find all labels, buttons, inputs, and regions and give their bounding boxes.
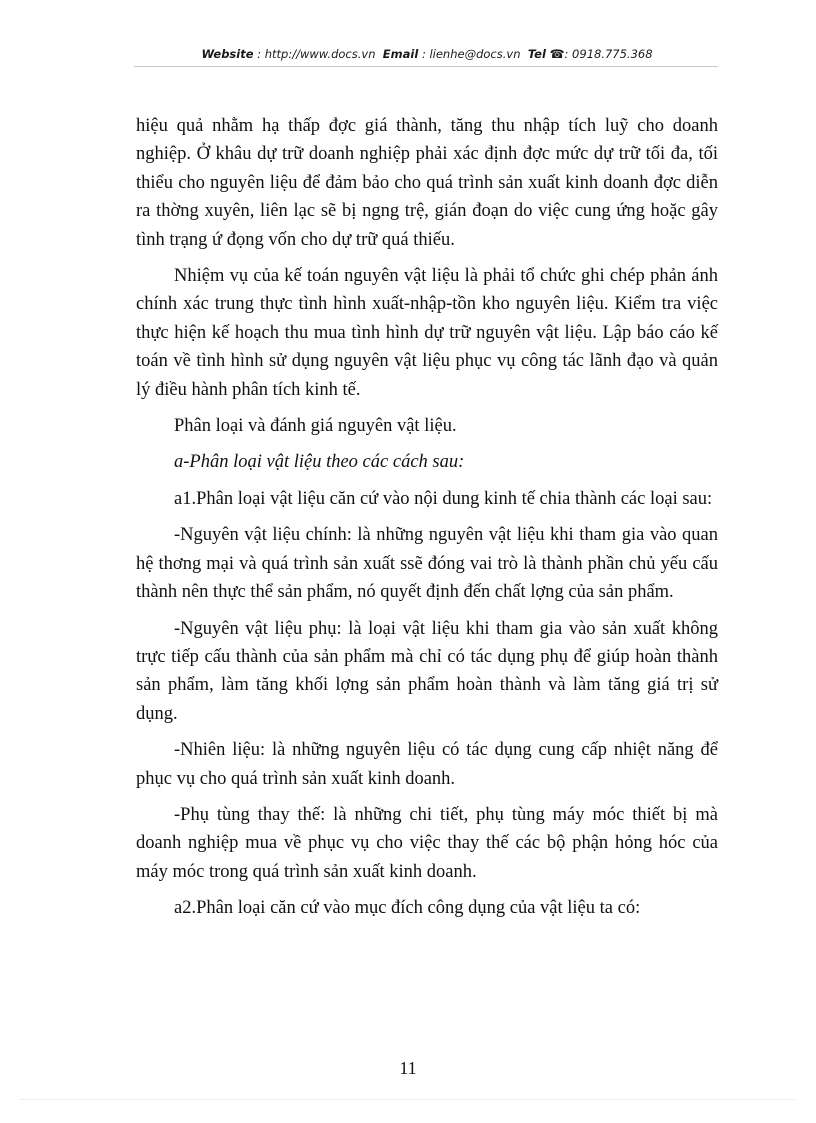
page-number: 11 <box>399 1058 417 1078</box>
page-bottom-border <box>20 1099 796 1100</box>
header-divider <box>134 66 718 67</box>
website-value: : http://www.docs.vn <box>257 47 376 61</box>
paragraph: -Nguyên vật liệu phụ: là loại vật liệu khi tham gia vào sản xuất không trực tiếp cấu thành của sản phẩm mà chỉ có tác dụng phụ để giúp hoàn thành sản phẩm, làm tăng khối lợng sản phẩm hoàn thành và làm tăng giá trị sử dụng. <box>136 618 718 724</box>
tel-value: : 0918.775.368 <box>564 47 653 61</box>
subsection-heading: a-Phân loại vật liệu theo các cách sau: <box>174 452 465 473</box>
website-label: Website <box>201 47 254 61</box>
paragraph: a1.Phân loại vật liệu căn cứ vào nội dung kinh tế chia thành các loại sau: <box>174 488 713 509</box>
tel-label: Tel <box>527 47 546 61</box>
page-header <box>137 47 717 61</box>
paragraph: -Phụ tùng thay thế: là những chi tiết, phụ tùng máy móc thiết bị mà doanh nghiệp mua về phục vụ cho việc thay thế các bộ phận hỏng hóc của máy móc trong quá trình sản xuất kinh doanh. <box>136 804 718 882</box>
phone-icon: ☎ <box>549 47 565 61</box>
email-value: : lienhe@docs.vn <box>421 47 521 61</box>
paragraph: a2.Phân loại căn cứ vào mục đích công dụng của vật liệu ta có: <box>174 898 641 919</box>
paragraph: -Nhiên liệu: là những nguyên liệu có tác dụng cung cấp nhiệt năng để phục vụ cho quá trình sản xuất kinh doanh. <box>136 740 718 789</box>
paragraph: hiệu quả nhằm hạ thấp đợc giá thành, tăng thu nhập tích luỹ cho doanh nghiệp. Ở khâu dự trữ doanh nghiệp phải xác định đợc mức dự trữ tối đa, tối thiểu cho nguyên liệu để đảm bảo cho quá trình sản xuất kinh doanh đợc diễn ra thờng xuyên, liên lạc sẽ bị ngng trệ, gián đoạn do việc cung ứng hoặc gây tình trạng ứ đọng vốn cho dự trữ quá thiếu. <box>136 116 718 250</box>
paragraph: -Nguyên vật liệu chính: là những nguyên vật liệu khi tham gia vào quan hệ thơng mại và quá trình sản xuất ssẽ đóng vai trò là thành phần chủ yếu cấu thành nên thực thể sản phẩm, nó quyết định đến chất lợng của sản phẩm. <box>136 525 718 603</box>
email-label: Email <box>382 47 419 61</box>
section-title: Phân loại và đánh giá nguyên vật liệu. <box>174 416 457 437</box>
paragraph: Nhiệm vụ của kế toán nguyên vật liệu là phải tổ chức ghi chép phản ánh chính xác trung thực tình hình xuất-nhập-tồn kho nguyên liệu. Kiểm tra việc thực hiện kế hoạch thu mua tình hình dự trữ nguyên vật liệu. Lập báo cáo kế toán về tình hình sử dụng nguyên vật liệu phục vụ công tác lãnh đạo và quản lý điều hành phân tích kinh tế. <box>136 266 718 400</box>
body-text <box>136 112 718 931</box>
